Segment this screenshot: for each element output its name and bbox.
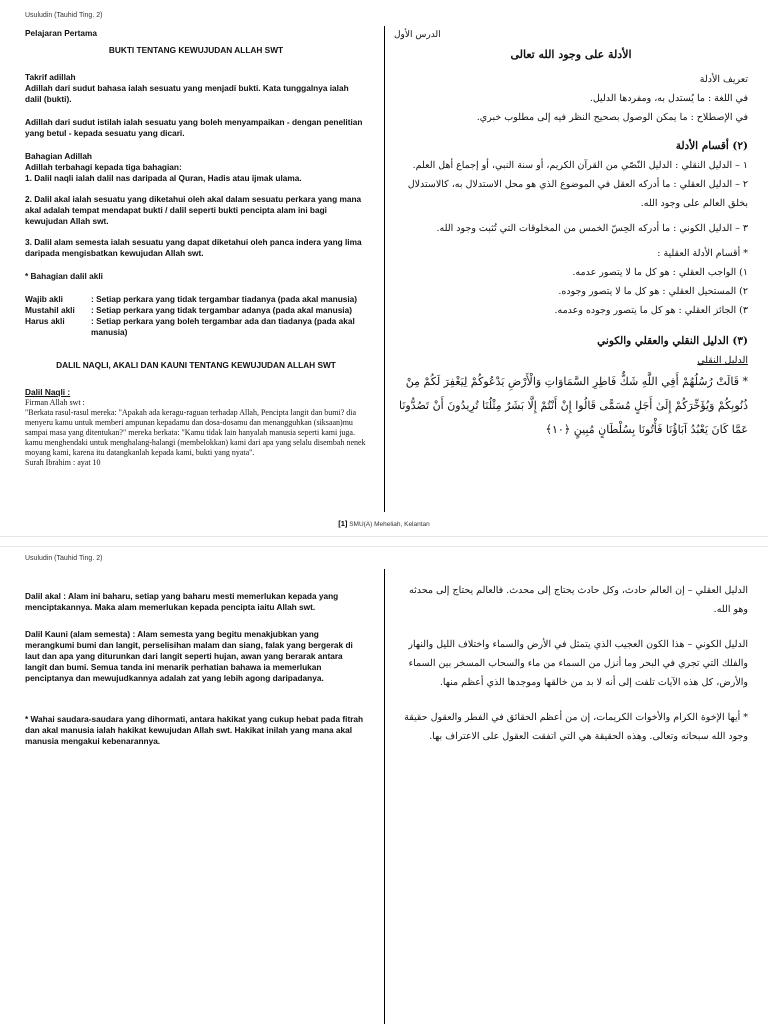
akli-definition: : Setiap perkara yang boleh tergambar ada dan tiadanya (pada akal manusia): [91, 316, 355, 337]
arabic-column: [394, 26, 748, 442]
footer-school: SMU(A) Meheliah, Kelantan: [349, 521, 430, 528]
ar-lesson-label: الدرس الأول: [394, 30, 441, 40]
page-number: [1]: [338, 519, 348, 528]
lesson-label: Pelajaran Pertama: [25, 28, 97, 38]
ar-aqli-1: ١) الواجب العقلي : هو كل ما لا يتصور عدمه.: [572, 267, 748, 278]
akli-definition: : Setiap perkara yang tidak tergambar adanya (pada akal manusia): [91, 305, 352, 315]
akli-definition: : Setiap perkara yang tidak tergambar tiadanya (pada akal manusia): [91, 294, 358, 304]
dalil-akal-paragraph: Dalil akal : Alam ini baharu, setiap yang baharu mesti memerlukan kepada yang menciptakannya. Maka alam memerlukan kepada pencipta iaitu Allah swt.: [25, 591, 339, 612]
section-2-title: DALIL NAQLI, AKALI DAN KAUNI TENTANG KEWUJUDAN ALLAH SWT: [56, 360, 336, 370]
akli-term: Harus akli: [25, 316, 65, 326]
ar-aqli-3: ٣) الجائز العقلي : هو كل ما يتصور وجوده وعدمه.: [554, 305, 748, 316]
dalil-kauni-paragraph: Dalil Kauni (alam semesta) : Alam semesta yang begitu menakjubkan yang merangkumi bumi dan langit, perselisihan malam dan siang, falak yang bergerak di laut dan apa yang diturunkan dari langit seperti hujan, awan yang berarak antara langit dan bumi. Semua tanda ini menarik perhatian bahawa ia memerlukan penciptanya dan mewujudkannya adalah zat yang lebih agong daripadanya.: [25, 629, 353, 683]
wahai-paragraph: * Wahai saudara-saudara yang dihormati, antara hakikat yang cukup hebat pada fitrah dan akal manusia ialah hakikat kewujudan Allah swt. Hakikat inilah yang mana akal manusia mengakui kebenarannya.: [25, 714, 364, 746]
arabic-column: [394, 581, 748, 746]
ar-aqli-heading: * أقسام الأدلة العقلية :: [657, 248, 748, 259]
ar-item-2: ٢ – الدليل العقلي : ما أدركه العقل في الموضوع الذي هو محل الاستدلال به، كالاستدلال بخلق العالم على وجود الله.: [407, 179, 748, 209]
bahagian-intro: Adillah terbahagi kepada tiga bahagian:: [25, 162, 182, 172]
akli-row: [25, 305, 367, 316]
akli-term: Mustahil akli: [25, 305, 75, 315]
column-divider: [384, 569, 385, 1024]
ar-item-1: ١ – الدليل النقلي : الدليل النّصّي من القرآن الكريم، أو سنة النبي، أو إجماع أهل العلم.: [412, 160, 748, 171]
akli-heading: * Bahagian dalil akli: [25, 271, 103, 281]
ar-istilah: في الإصطلاح : ما يمكن الوصول بصحيح النظر فيه إلى مطلوب خبري.: [476, 112, 748, 123]
bahagian-item-2: 2. Dalil akal ialah sesuatu yang diketahui oleh akal dalam sesuatu perkara yang mana akal adalah tempat mendapat bukti / dalil seperti bukti pencipta alam ini bagi kewujudan Allah swt.: [25, 194, 362, 226]
ar-item-3: ٣ – الدليل الكوني : ما أدركه الحِسّ الخمس من المخلوقات التي تُثبت وجود الله.: [436, 223, 748, 234]
ar-tarif-heading: تعريف الأدلة: [699, 74, 748, 85]
akli-table: [25, 294, 367, 338]
akli-row: [25, 294, 367, 305]
ar-dalil-kawni: الدليل الكوني – هذا الكون العجيب الذي يتمثل في الأرض والسماء واختلاف الليل والنهار والفلك التي تجري في البحر وما أنزل من السماء من ماء والسحاب المسخر بين السماء والأرض، كل هذه الآيات تلفت إلى أنه لا بد من خالقها وموجدها الذي أعظم منها.: [408, 639, 748, 688]
ar-section-3-heading: (٣) الدليل النقلي والعقلي والكوني: [597, 335, 748, 347]
ar-lugha: في اللغة : ما يُستدل به، ومفردها الدليل.: [589, 93, 748, 104]
page-header: Usuludin (Tauhid Ting. 2): [25, 555, 103, 562]
surah-reference: Surah Ibrahim : ayat 10: [25, 458, 101, 467]
ar-ayyuha: * أيها الإخوة الكرام والأخوات الكريمات، إن من أعظم الحقائق في الفطر والعقول حقيقة وجود الله سبحانه وتعالى. وهذه الحقيقة هي التي اتفقت العقول على الاعتراف بها.: [404, 712, 748, 742]
malay-column: [25, 28, 367, 468]
naqli-heading: Dalil Naqli :: [25, 387, 71, 397]
istilah-paragraph: Adillah dari sudut istilah ialah sesuatu yang boleh menyampaikan - dengan penelitian yang betul - kepada sesuatu yang dicari.: [25, 117, 363, 138]
ar-dalil-aqli: الدليل العقلي – إن العالم حادث، وكل حادث يحتاج إلى محدث. فالعالم يحتاج إلى محدثه وهو الله.: [409, 585, 748, 615]
ar-aqsam-heading: (٢) أقسام الأدلة: [675, 140, 748, 152]
page-header: Usuludin (Tauhid Ting. 2): [25, 12, 103, 19]
malay-column: [25, 591, 367, 747]
lesson-title: BUKTI TENTANG KEWUJUDAN ALLAH SWT: [108, 45, 284, 55]
bahagian-item-1: 1. Dalil naqli ialah dalil nas daripada al Quran, Hadis atau ijmak ulama.: [25, 173, 302, 183]
ar-aqli-2: ٢) المستحيل العقلي : هو كل ما لا يتصور وجوده.: [558, 286, 748, 297]
takrif-body: Adillah dari sudut bahasa ialah sesuatu yang menjadi bukti. Kata tunggalnya ialah dalil (bukti).: [25, 83, 349, 104]
akli-term: Wajib akli: [25, 294, 63, 304]
bahagian-item-3: 3. Dalil alam semesta ialah sesuatu yang dapat diketahui oleh panca indera yang lima daripada mengisbatkan kewujudan Allah swt.: [25, 237, 362, 258]
document-page-2: [0, 547, 768, 1024]
bahagian-heading: Bahagian Adillah: [25, 151, 92, 161]
firman-label: Firman Allah swt :: [25, 398, 85, 407]
page-break: [0, 536, 768, 547]
ar-lesson-title: الأدلة على وجود الله تعالى: [510, 48, 632, 61]
akli-row: [25, 316, 367, 338]
takrif-heading: Takrif adillah: [25, 72, 76, 82]
column-divider: [384, 26, 385, 512]
ar-naqli-label: الدليل النقلي: [697, 355, 748, 366]
quran-verse: * قَالَتْ رُسُلُهُمْ أَفِي اللَّهِ شَكٌّ فَاطِرِ السَّمَاوَاتِ وَالْأَرْضِ يَدْعُوكُمْ لِيَغْفِرَ لَكُمْ مِنْ ذُنُوبِكُمْ وَيُؤَخِّرَكُمْ إِلَىٰ أَجَلٍ مُسَمًّى قَالُوا إِنْ أَنْتُمْ إِلَّا بَشَرٌ مِثْلُنَا تُرِيدُونَ أَنْ تَصُدُّونَا عَمَّا كَانَ يَعْبُدُ آبَاؤُنَا فَأْتُونَا بِسُلْطَانٍ مُبِينٍ ﴿١٠﴾: [398, 375, 748, 436]
page-footer: [0, 519, 768, 528]
quote-translation: "Berkata rasul-rasul mereka: "Apakah ada keragu-raguan terhadap Allah, Pencipta langit dan bumi? dia menyeru kamu untuk memberi ampunan kepadamu dan dosa-dosamu dan menangguhkan (siksaan)mu sampai masa yang ditentukan?" mereka berkata: "Kamu tidak lain hanyalah manusia seperti kami juga. kamu menghendaki untuk menghalang-halangi (membelokkan) kami dari apa yang selalu disembah nenek moyang kami, karena itu datangkanlah kepada kami, bukti yang nyata".: [25, 408, 366, 457]
